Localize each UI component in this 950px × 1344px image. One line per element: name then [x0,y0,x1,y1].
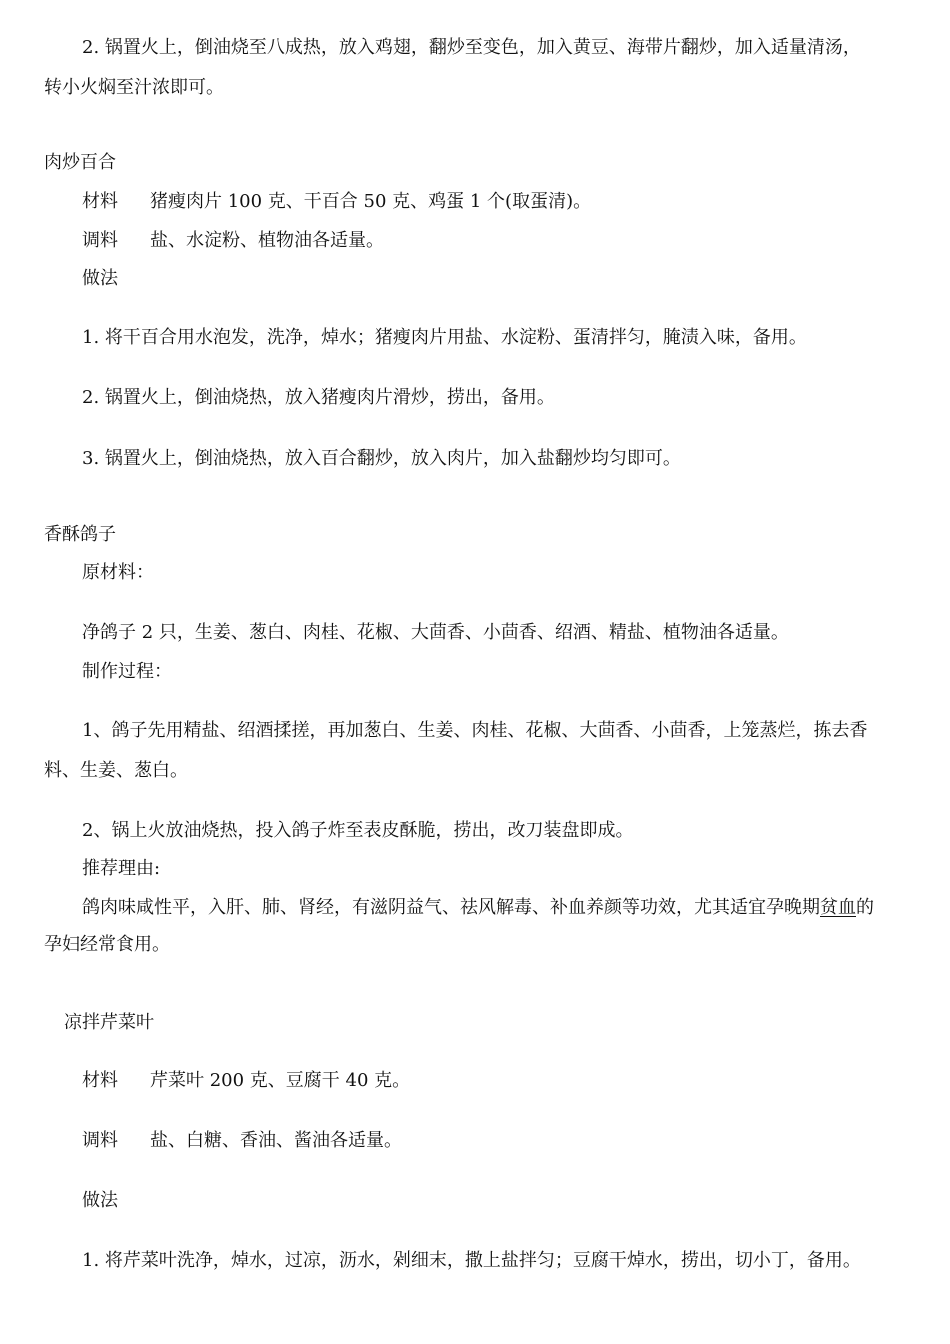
seasoning-text: 盐、白糖、香油、酱油各适量。 [150,1130,402,1151]
seasoning-label: 调料 [82,1130,118,1151]
celery-materials [82,1069,410,1093]
reason-text-a: 鸽肉味咸性平，入肝、肺、肾经，有滋阴益气、祛风解毒、补血养颜等功效，尤其适宜孕晚期 [82,897,820,918]
materials-label: 材料 [82,1070,118,1091]
lily-step-1: 1. 将干百合用水泡发，洗净，焯水；猪瘦肉片用盐、水淀粉、蛋清拌匀，腌渍入味，备用。 [82,327,807,348]
seasoning-text: 盐、水淀粉、植物油各适量。 [150,230,384,251]
pigeon-step-1-line-2: 料、生姜、葱白。 [44,760,188,781]
pigeon-reason-line-1 [82,896,874,920]
materials-text: 芹菜叶 200 克、豆腐干 40 克。 [150,1070,411,1091]
pigeon-step-2: 2、锅上火放油烧热，投入鸽子炸至表皮酥脆，捞出，改刀装盘即成。 [82,820,634,841]
lily-seasoning [82,229,384,253]
pigeon-reason-label: 推荐理由: [82,858,161,879]
lily-method-label: 做法 [82,268,118,289]
seasoning-label: 调料 [82,230,118,251]
celery-seasoning [82,1129,402,1153]
materials-label: 材料 [82,191,118,212]
recipe-title-pigeon: 香酥鸽子 [44,524,116,545]
recipe-title-celery: 凉拌芹菜叶 [64,1012,154,1033]
recipe-title-lily: 肉炒百合 [44,152,116,173]
lily-step-3: 3. 锅置火上，倒油烧热，放入百合翻炒，放入肉片，加入盐翻炒均匀即可。 [82,448,681,469]
pigeon-raw-label: 原材料： [82,562,154,583]
chicken-step-2-line-2: 转小火焖至汁浓即可。 [44,77,224,98]
lily-materials [82,190,591,214]
celery-step-1: 1. 将芹菜叶洗净，焯水，过凉，沥水，剁细末，撒上盐拌匀；豆腐干焯水，捞出，切小丁，备用。 [82,1250,861,1271]
reason-text-b: 的 [856,897,874,918]
chicken-step-2-line-1: 2. 锅置火上，倒油烧至八成热，放入鸡翅，翻炒至变色，加入黄豆、海带片翻炒，加入适量清汤， [82,37,861,58]
pigeon-reason-line-2: 孕妇经常食用。 [44,934,170,955]
pigeon-step-1-line-1: 1、鸽子先用精盐、绍酒揉搓，再加葱白、生姜、肉桂、花椒、大茴香、小茴香，上笼蒸烂，拣去香 [82,720,868,741]
celery-method-label: 做法 [82,1190,118,1211]
pigeon-raw-text: 净鸽子 2 只，生姜、葱白、肉桂、花椒、大茴香、小茴香、绍酒、精盐、植物油各适量。 [82,622,789,643]
anemia-link[interactable]: 贫血 [820,897,856,918]
lily-step-2: 2. 锅置火上，倒油烧热，放入猪瘦肉片滑炒，捞出，备用。 [82,387,555,408]
pigeon-process-label: 制作过程： [82,661,172,682]
materials-text: 猪瘦肉片 100 克、干百合 50 克、鸡蛋 1 个(取蛋清)。 [150,191,592,212]
